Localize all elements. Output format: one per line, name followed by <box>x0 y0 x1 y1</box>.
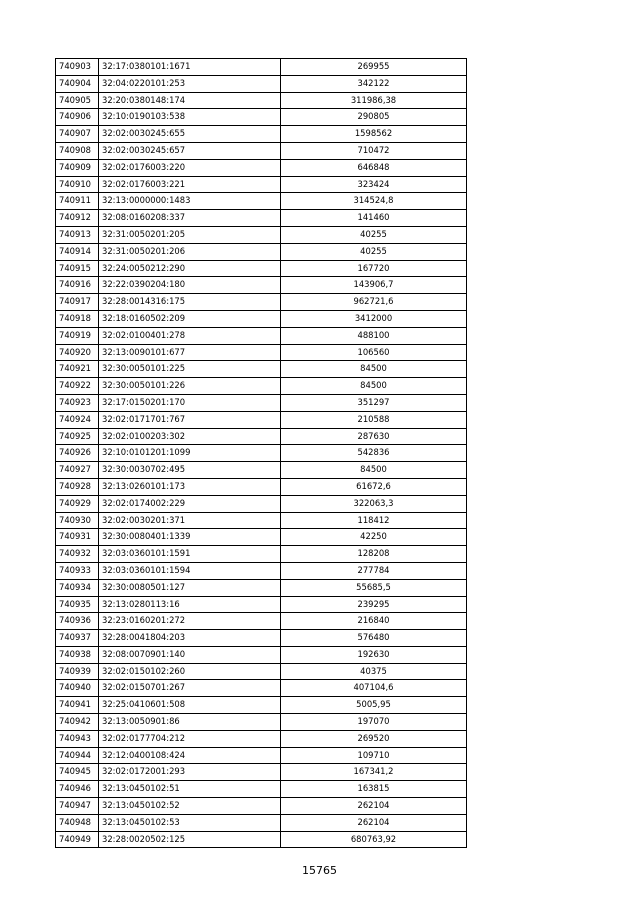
value-cell: 40255 <box>281 226 467 243</box>
table-row <box>56 596 467 613</box>
cadastral-number-cell: 32:13:0450102:52 <box>99 798 281 815</box>
value-cell: 5005,95 <box>281 697 467 714</box>
value-cell: 277784 <box>281 562 467 579</box>
row-id-cell: 740949 <box>56 831 99 848</box>
value-cell: 163815 <box>281 781 467 798</box>
cadastral-number-cell: 32:02:0030245:655 <box>99 126 281 143</box>
value-cell: 351297 <box>281 394 467 411</box>
row-id-cell: 740920 <box>56 344 99 361</box>
table-row <box>56 814 467 831</box>
table-row <box>56 142 467 159</box>
value-cell: 197070 <box>281 714 467 731</box>
value-cell: 143906,7 <box>281 277 467 294</box>
value-cell: 576480 <box>281 630 467 647</box>
value-cell: 407104,6 <box>281 680 467 697</box>
cadastral-number-cell: 32:17:0150201:170 <box>99 394 281 411</box>
cadastral-number-cell: 32:13:0090101:677 <box>99 344 281 361</box>
value-cell: 287630 <box>281 428 467 445</box>
table-row <box>56 697 467 714</box>
table-row <box>56 176 467 193</box>
table-row <box>56 714 467 731</box>
table-row <box>56 546 467 563</box>
row-id-cell: 740940 <box>56 680 99 697</box>
row-id-cell: 740939 <box>56 663 99 680</box>
cadastral-number-cell: 32:10:0190103:538 <box>99 109 281 126</box>
row-id-cell: 740905 <box>56 92 99 109</box>
value-cell: 962721,6 <box>281 294 467 311</box>
row-id-cell: 740946 <box>56 781 99 798</box>
value-cell: 488100 <box>281 327 467 344</box>
row-id-cell: 740930 <box>56 512 99 529</box>
cadastral-number-cell: 32:20:0380148:174 <box>99 92 281 109</box>
value-cell: 323424 <box>281 176 467 193</box>
value-cell: 109710 <box>281 747 467 764</box>
cadastral-number-cell: 32:30:0050101:226 <box>99 378 281 395</box>
table-row <box>56 495 467 512</box>
cadastral-number-cell: 32:31:0050201:205 <box>99 226 281 243</box>
table-row <box>56 445 467 462</box>
table-row <box>56 378 467 395</box>
row-id-cell: 740927 <box>56 462 99 479</box>
table-row <box>56 193 467 210</box>
value-cell: 141460 <box>281 210 467 227</box>
table-row <box>56 243 467 260</box>
row-id-cell: 740925 <box>56 428 99 445</box>
cadastral-number-cell: 32:03:0360101:1591 <box>99 546 281 563</box>
page-number: 15765 <box>302 864 337 877</box>
table-row <box>56 579 467 596</box>
cadastral-number-cell: 32:22:0390204:180 <box>99 277 281 294</box>
cadastral-number-cell: 32:04:0220101:253 <box>99 75 281 92</box>
table-row <box>56 764 467 781</box>
cadastral-number-cell: 32:18:0160502:209 <box>99 310 281 327</box>
cadastral-number-cell: 32:30:0030702:495 <box>99 462 281 479</box>
cadastral-number-cell: 32:02:0150701:267 <box>99 680 281 697</box>
cadastral-number-cell: 32:31:0050201:206 <box>99 243 281 260</box>
row-id-cell: 740947 <box>56 798 99 815</box>
value-cell: 118412 <box>281 512 467 529</box>
table-row <box>56 562 467 579</box>
table-row <box>56 394 467 411</box>
row-id-cell: 740926 <box>56 445 99 462</box>
row-id-cell: 740908 <box>56 142 99 159</box>
cadastral-value-table <box>55 58 467 848</box>
value-cell: 646848 <box>281 159 467 176</box>
table-row <box>56 327 467 344</box>
value-cell: 269955 <box>281 59 467 76</box>
value-cell: 40375 <box>281 663 467 680</box>
cadastral-number-cell: 32:17:0380101:1671 <box>99 59 281 76</box>
value-cell: 680763,92 <box>281 831 467 848</box>
row-id-cell: 740912 <box>56 210 99 227</box>
table-row <box>56 781 467 798</box>
row-id-cell: 740923 <box>56 394 99 411</box>
table-row <box>56 310 467 327</box>
table-row <box>56 260 467 277</box>
cadastral-number-cell: 32:13:0000000:1483 <box>99 193 281 210</box>
table-row <box>56 798 467 815</box>
row-id-cell: 740931 <box>56 529 99 546</box>
cadastral-number-cell: 32:13:0050901:86 <box>99 714 281 731</box>
cadastral-number-cell: 32:13:0450102:51 <box>99 781 281 798</box>
table-row <box>56 159 467 176</box>
cadastral-number-cell: 32:30:0050101:225 <box>99 361 281 378</box>
row-id-cell: 740906 <box>56 109 99 126</box>
cadastral-number-cell: 32:10:0101201:1099 <box>99 445 281 462</box>
value-cell: 269520 <box>281 730 467 747</box>
value-cell: 262104 <box>281 798 467 815</box>
row-id-cell: 740948 <box>56 814 99 831</box>
table-row <box>56 529 467 546</box>
table-row <box>56 512 467 529</box>
cadastral-number-cell: 32:02:0100401:278 <box>99 327 281 344</box>
cadastral-number-cell: 32:13:0260101:173 <box>99 478 281 495</box>
value-cell: 314524,8 <box>281 193 467 210</box>
table-row <box>56 663 467 680</box>
table-row <box>56 747 467 764</box>
table-row <box>56 613 467 630</box>
row-id-cell: 740916 <box>56 277 99 294</box>
row-id-cell: 740944 <box>56 747 99 764</box>
table-row <box>56 344 467 361</box>
table-body <box>56 59 467 848</box>
cadastral-number-cell: 32:02:0150102:260 <box>99 663 281 680</box>
row-id-cell: 740928 <box>56 478 99 495</box>
cadastral-number-cell: 32:02:0100203:302 <box>99 428 281 445</box>
cadastral-number-cell: 32:24:0050212:290 <box>99 260 281 277</box>
value-cell: 61672,6 <box>281 478 467 495</box>
value-cell: 1598562 <box>281 126 467 143</box>
row-id-cell: 740911 <box>56 193 99 210</box>
row-id-cell: 740932 <box>56 546 99 563</box>
row-id-cell: 740921 <box>56 361 99 378</box>
cadastral-number-cell: 32:30:0080501:127 <box>99 579 281 596</box>
row-id-cell: 740917 <box>56 294 99 311</box>
table-row <box>56 126 467 143</box>
row-id-cell: 740937 <box>56 630 99 647</box>
value-cell: 239295 <box>281 596 467 613</box>
row-id-cell: 740907 <box>56 126 99 143</box>
row-id-cell: 740945 <box>56 764 99 781</box>
value-cell: 342122 <box>281 75 467 92</box>
value-cell: 262104 <box>281 814 467 831</box>
cadastral-number-cell: 32:03:0360101:1594 <box>99 562 281 579</box>
table-row <box>56 630 467 647</box>
row-id-cell: 740904 <box>56 75 99 92</box>
table-row <box>56 75 467 92</box>
table-row <box>56 210 467 227</box>
row-id-cell: 740941 <box>56 697 99 714</box>
row-id-cell: 740942 <box>56 714 99 731</box>
table-row <box>56 730 467 747</box>
row-id-cell: 740919 <box>56 327 99 344</box>
cadastral-number-cell: 32:13:0450102:53 <box>99 814 281 831</box>
row-id-cell: 740943 <box>56 730 99 747</box>
value-cell: 311986,38 <box>281 92 467 109</box>
cadastral-number-cell: 32:12:0400108:424 <box>99 747 281 764</box>
table-row <box>56 462 467 479</box>
value-cell: 84500 <box>281 361 467 378</box>
cadastral-number-cell: 32:08:0160208:337 <box>99 210 281 227</box>
row-id-cell: 740935 <box>56 596 99 613</box>
row-id-cell: 740915 <box>56 260 99 277</box>
row-id-cell: 740913 <box>56 226 99 243</box>
row-id-cell: 740909 <box>56 159 99 176</box>
row-id-cell: 740933 <box>56 562 99 579</box>
cadastral-number-cell: 32:30:0080401:1339 <box>99 529 281 546</box>
cadastral-number-cell: 32:25:0410601:508 <box>99 697 281 714</box>
row-id-cell: 740929 <box>56 495 99 512</box>
table-row <box>56 92 467 109</box>
value-cell: 322063,3 <box>281 495 467 512</box>
cadastral-number-cell: 32:28:0020502:125 <box>99 831 281 848</box>
value-cell: 216840 <box>281 613 467 630</box>
value-cell: 42250 <box>281 529 467 546</box>
cadastral-number-cell: 32:02:0174002:229 <box>99 495 281 512</box>
row-id-cell: 740910 <box>56 176 99 193</box>
row-id-cell: 740918 <box>56 310 99 327</box>
value-cell: 40255 <box>281 243 467 260</box>
value-cell: 210588 <box>281 411 467 428</box>
cadastral-number-cell: 32:02:0030201:371 <box>99 512 281 529</box>
cadastral-number-cell: 32:02:0171701:767 <box>99 411 281 428</box>
value-cell: 128208 <box>281 546 467 563</box>
cadastral-number-cell: 32:13:0280113:16 <box>99 596 281 613</box>
row-id-cell: 740936 <box>56 613 99 630</box>
cadastral-number-cell: 32:02:0177704:212 <box>99 730 281 747</box>
table-row <box>56 478 467 495</box>
row-id-cell: 740903 <box>56 59 99 76</box>
table-row <box>56 411 467 428</box>
value-cell: 106560 <box>281 344 467 361</box>
value-cell: 167720 <box>281 260 467 277</box>
cadastral-number-cell: 32:28:0041804:203 <box>99 630 281 647</box>
table-row <box>56 277 467 294</box>
value-cell: 3412000 <box>281 310 467 327</box>
row-id-cell: 740914 <box>56 243 99 260</box>
value-cell: 192630 <box>281 646 467 663</box>
table-row <box>56 59 467 76</box>
table-row <box>56 294 467 311</box>
row-id-cell: 740922 <box>56 378 99 395</box>
table-row <box>56 361 467 378</box>
cadastral-number-cell: 32:02:0030245:657 <box>99 142 281 159</box>
cadastral-number-cell: 32:08:0070901:140 <box>99 646 281 663</box>
value-cell: 84500 <box>281 462 467 479</box>
table-row <box>56 831 467 848</box>
cadastral-number-cell: 32:02:0176003:221 <box>99 176 281 193</box>
value-cell: 542836 <box>281 445 467 462</box>
row-id-cell: 740924 <box>56 411 99 428</box>
row-id-cell: 740938 <box>56 646 99 663</box>
table-row <box>56 428 467 445</box>
table-row <box>56 680 467 697</box>
value-cell: 710472 <box>281 142 467 159</box>
table-row <box>56 646 467 663</box>
cadastral-number-cell: 32:02:0172001:293 <box>99 764 281 781</box>
value-cell: 84500 <box>281 378 467 395</box>
table-row <box>56 226 467 243</box>
value-cell: 55685,5 <box>281 579 467 596</box>
row-id-cell: 740934 <box>56 579 99 596</box>
table-row <box>56 109 467 126</box>
value-cell: 167341,2 <box>281 764 467 781</box>
cadastral-number-cell: 32:02:0176003:220 <box>99 159 281 176</box>
cadastral-number-cell: 32:28:0014316:175 <box>99 294 281 311</box>
value-cell: 290805 <box>281 109 467 126</box>
cadastral-number-cell: 32:23:0160201:272 <box>99 613 281 630</box>
